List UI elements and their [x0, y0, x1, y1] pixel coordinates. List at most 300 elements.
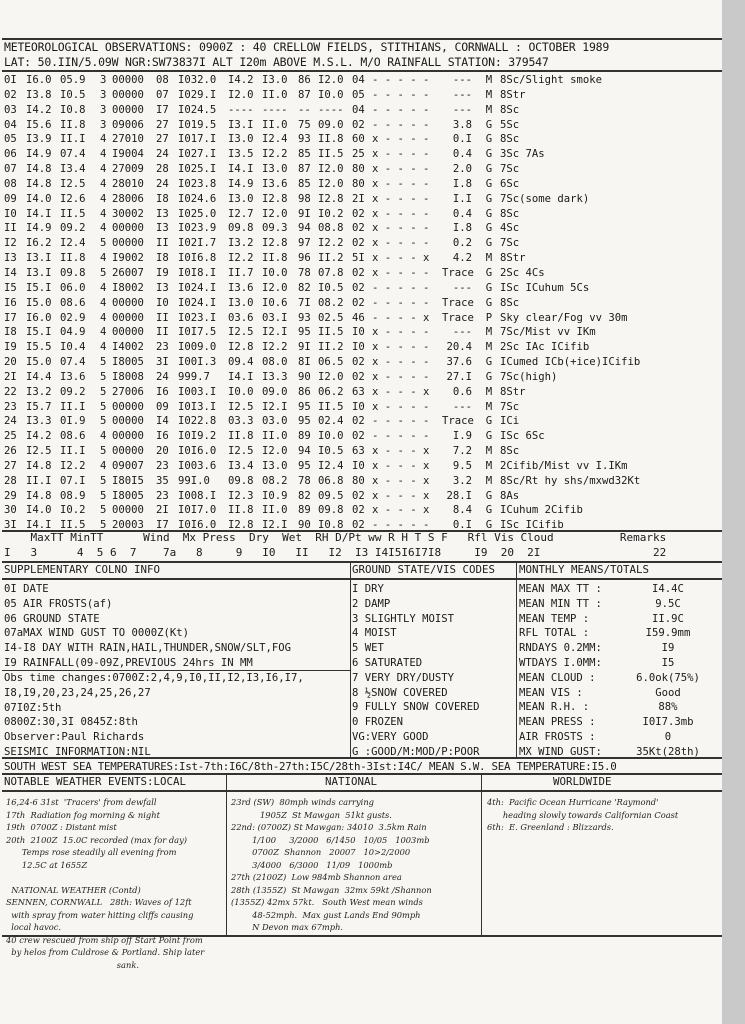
cell-wc: 4: [100, 133, 107, 146]
cell-codes: x - - - x: [372, 445, 430, 458]
cell-press: I0I6.0: [178, 519, 217, 532]
cell-max: I4.0: [26, 504, 52, 517]
obs-note-item: I8,I9,20,23,24,25,26,27: [4, 686, 151, 699]
cell-min: I2.6: [60, 192, 86, 205]
cell-min: 07.4: [60, 356, 86, 369]
ground-state-item: 0 FROZEN: [352, 716, 404, 729]
monthly-item: [519, 626, 713, 641]
cell-min: 07.4: [60, 148, 86, 161]
cell-dpt: II.5: [318, 148, 344, 161]
cell-d: 22: [4, 385, 17, 398]
cell-rfl: I.9: [452, 430, 472, 443]
cell-gust: I7: [156, 519, 169, 532]
cell-vis: G: [485, 118, 493, 131]
cell-ww: 04: [352, 103, 365, 116]
cell-ww: I0: [352, 326, 365, 339]
cell-dpt: I2.0: [318, 74, 344, 86]
cell-cloud: 2Cifib/Mist vv I.IKm: [500, 459, 628, 472]
cell-max: I4.8: [26, 459, 52, 472]
cell-dry: I3.0: [228, 296, 254, 309]
divider-2: [516, 561, 517, 757]
cell-dry: I3.2: [228, 237, 254, 250]
obs-note-item: SEISMIC INFORMATION:NIL: [4, 745, 151, 758]
cell-rh: 8I: [298, 356, 311, 369]
cell-wet: II.8: [262, 252, 288, 265]
cell-ww: 63: [352, 385, 365, 398]
cell-vis: G: [485, 415, 493, 428]
cell-rfl: 0.I: [452, 519, 472, 532]
cell-min: 09.2: [60, 385, 86, 398]
cell-press: I023.I: [178, 311, 217, 324]
cell-wind: 00000: [112, 415, 144, 428]
cell-rh: 90: [298, 519, 311, 532]
cell-min: II.I: [60, 445, 86, 458]
cell-wet: ----: [262, 103, 288, 116]
monthly-value: 0: [664, 730, 672, 743]
cell-rh: 93: [298, 133, 311, 146]
monthly-value: 35Kt(28th): [636, 745, 700, 758]
cell-min: 08.6: [60, 430, 86, 443]
cell-ww: 02: [352, 489, 365, 502]
cell-wet: 03.I: [262, 311, 288, 324]
cell-vis: G: [485, 489, 493, 502]
cell-d: I6: [4, 296, 17, 309]
cell-dpt: II.5: [318, 400, 344, 413]
cell-d: I7: [4, 311, 17, 324]
monthly-label: RNDAYS 0.2MM:: [519, 642, 602, 655]
cell-rfl: ---: [452, 326, 472, 339]
supplementary-list: [4, 582, 291, 671]
cell-cloud: 2Sc 4Cs: [500, 266, 545, 279]
cell-cloud: 5Sc: [500, 118, 520, 131]
cell-min: 05.9: [60, 74, 86, 86]
cell-rfl: 9.5: [452, 459, 472, 472]
monthly-value: Good: [655, 686, 681, 699]
cell-wc: 4: [100, 459, 107, 472]
cell-wet: II.0: [262, 504, 288, 517]
cell-codes: x - - - x: [372, 252, 430, 265]
cell-codes: - - - - -: [372, 296, 430, 309]
ground-state-item: I DRY: [352, 583, 384, 595]
table-row: [4, 340, 700, 355]
monthly-value: II.9C: [652, 612, 684, 625]
monthly-item: [519, 641, 713, 656]
column-numbers: I 3 4 5 6 7 7a 8 9 I0 II I2 I3 I4I5I6I7I8 I9 20 2I 22: [4, 546, 667, 559]
cell-cloud: 7Sc/Mist vv IKm: [500, 326, 596, 339]
cell-cloud: ISc ICuhum 5Cs: [500, 281, 590, 294]
table-row: [4, 281, 700, 296]
table-row: [4, 103, 700, 118]
cell-max: I4.9: [26, 148, 52, 161]
cell-cloud: 8Sc: [500, 133, 520, 146]
cell-rfl: 28.I: [446, 489, 472, 502]
cell-dpt: II.8: [318, 133, 344, 146]
cell-ww: 04: [352, 74, 365, 86]
cell-ww: 25: [352, 148, 365, 161]
cell-gust: 24: [156, 148, 169, 161]
cell-dry: 09.4: [228, 356, 254, 369]
cell-wet: I0.9: [262, 489, 288, 502]
table-row: [4, 503, 700, 518]
cell-dry: II.8: [228, 504, 254, 517]
cell-d: 07: [4, 163, 17, 176]
cell-ww: 02: [352, 415, 365, 428]
cell-rfl: 3.2: [452, 474, 472, 487]
cell-rh: --: [298, 103, 311, 116]
cell-gust: 23: [156, 341, 169, 354]
cell-cloud: ICuhum 2Cifib: [500, 504, 583, 517]
cell-press: I024.I: [178, 296, 217, 309]
ground-state-item: G :GOOD/M:MOD/P:POOR: [352, 745, 480, 758]
ground-state-item: 5 WET: [352, 642, 384, 655]
cell-rh: 89: [298, 430, 311, 443]
cell-wind: 09006: [112, 118, 144, 131]
cell-codes: x - - - -: [372, 148, 430, 161]
cell-min: II.5: [60, 519, 86, 532]
cell-vis: M: [485, 74, 493, 86]
cell-gust: 2I: [156, 504, 169, 517]
cell-press: 999.7: [178, 370, 210, 383]
cell-cloud: 7Sc: [500, 400, 520, 413]
cell-codes: x - - - -: [372, 177, 430, 190]
cell-cloud: 7Sc(high): [500, 370, 558, 383]
table-row: [4, 118, 700, 133]
monthly-title: MONTHLY MEANS/TOTALS: [519, 563, 650, 576]
section-title-rule: [2, 578, 722, 580]
cell-codes: x - - - -: [372, 192, 430, 205]
cell-rh: 82: [298, 489, 311, 502]
cell-codes: - - - - -: [372, 103, 430, 116]
obs-note-item: 07I0Z:5th: [4, 701, 62, 714]
table-row: [4, 355, 700, 370]
ground-state-title: GROUND STATE/VIS CODES: [352, 563, 496, 576]
local-events-notes: 16,24-6 31st 'Tracers' from dewfall 17th Radiation fog morning & night 19th 0700Z : Distant mist 20th 2100Z 15.0C recorded (max for day) Temps rose steadily all evening from 12.5C at 1655Z NATIONAL WEATHER (Contd) SENNEN, CORNWALL 28th: Waves of 12ft with spray from water hitting cliffs causing local havoc. 40 crew rescued from ship off Start Point from by helos from Culdrose & Portland. Ship later sank.: [6, 797, 205, 970]
cell-dpt: 06.5: [318, 356, 344, 369]
cell-d: 03: [4, 103, 17, 116]
monthly-value: I4.4C: [652, 583, 684, 595]
monthly-item: [519, 597, 713, 612]
table-row: [4, 236, 700, 251]
cell-codes: - - - - x: [372, 311, 430, 324]
cell-gust: 27: [156, 118, 169, 131]
cell-gust: I6: [156, 385, 169, 398]
cell-gust: 28: [156, 163, 169, 176]
cell-wet: I2.8: [262, 237, 288, 250]
cell-gust: 27: [156, 133, 169, 146]
cell-min: II.5: [60, 207, 86, 220]
cell-dpt: I2.0: [318, 163, 344, 176]
cell-rh: 96: [298, 252, 311, 265]
cell-dpt: I2.4: [318, 459, 344, 472]
supplementary-item: 0I DATE: [4, 583, 49, 595]
cell-max: I4.8: [26, 177, 52, 190]
cell-rh: 9I: [298, 341, 311, 354]
cell-wet: I2.2: [262, 148, 288, 161]
cell-dry: I4.2: [228, 74, 254, 86]
cell-d: I5: [4, 281, 17, 294]
cell-wind: 09007: [112, 459, 144, 472]
cell-codes: x - - - -: [372, 356, 430, 369]
events-title-rule: [2, 790, 722, 792]
cell-dpt: 08.8: [318, 222, 344, 235]
cell-gust: I7: [156, 103, 169, 116]
cell-cloud: 6Sc: [500, 177, 520, 190]
cell-dry: I2.5: [228, 400, 254, 413]
cell-wet: I2.0: [262, 281, 288, 294]
cell-vis: G: [485, 356, 493, 369]
cell-codes: - - - - -: [372, 88, 430, 101]
cell-rfl: 2.0: [452, 163, 472, 176]
cell-gust: 09: [156, 400, 169, 413]
cell-max: I4.4: [26, 370, 52, 383]
cell-cloud: 8Sc/Rt hy shs/mxwd32Kt: [500, 474, 641, 487]
cell-rfl: Trace: [442, 296, 474, 309]
cell-rfl: ---: [452, 281, 472, 294]
supplementary-title: SUPPLEMENTARY COLNO INFO: [4, 563, 161, 576]
cell-wet: I3.3: [262, 370, 288, 383]
monthly-label: AIR FROSTS :: [519, 730, 596, 743]
cell-max: I5.6: [26, 118, 52, 131]
table-row: [4, 311, 700, 326]
cell-wc: 5: [100, 445, 107, 458]
cell-cloud: 8Sc: [500, 296, 520, 309]
cell-min: 07.I: [60, 474, 86, 487]
cell-wet: I2.0: [262, 445, 288, 458]
cell-gust: I8: [156, 252, 169, 265]
cell-d: I3: [4, 252, 17, 265]
cell-d: 05: [4, 133, 17, 146]
monthly-label: MX WIND GUST:: [519, 745, 602, 758]
cell-wind: 00000: [112, 326, 144, 339]
cell-wet: I2.8: [262, 192, 288, 205]
cell-ww: 02: [352, 222, 365, 235]
obs-note-item: Obs time changes:0700Z:2,4,9,I0,II,I2,I3,I6,I7,: [4, 672, 304, 684]
ground-state-list: [352, 582, 480, 760]
cell-ww: 02: [352, 430, 365, 443]
cell-dpt: I0.5: [318, 281, 344, 294]
cell-min: I2.2: [60, 459, 86, 472]
cell-gust: II: [156, 311, 169, 324]
cell-vis: G: [485, 519, 493, 532]
cell-dry: ----: [228, 103, 254, 116]
cell-d: 27: [4, 459, 17, 472]
cell-wc: 5: [100, 489, 107, 502]
worldwide-events-title: WORLDWIDE: [553, 775, 612, 788]
monthly-label: MEAN PRESS :: [519, 716, 596, 729]
ground-state-item: 2 DAMP: [352, 597, 391, 610]
cell-max: I5.7: [26, 400, 52, 413]
cell-d: 24: [4, 415, 17, 428]
cell-d: 25: [4, 430, 17, 443]
cell-wc: 5: [100, 370, 107, 383]
cell-rh: 95: [298, 326, 311, 339]
cell-dry: I4.I: [228, 163, 254, 176]
cell-gust: 24: [156, 370, 169, 383]
cell-wet: I2.I: [262, 519, 288, 532]
cell-vis: M: [485, 474, 493, 487]
cell-max: I3.2: [26, 385, 52, 398]
cell-dpt: 06.2: [318, 385, 344, 398]
cell-rh: 94: [298, 222, 311, 235]
cell-wind: 00000: [112, 296, 144, 309]
cell-wind: 27009: [112, 163, 144, 176]
cell-vis: M: [485, 400, 493, 413]
cell-max: I4.I: [26, 207, 52, 220]
cell-press: I008.I: [178, 489, 217, 502]
cell-max: I5.0: [26, 356, 52, 369]
cell-max: I4.I: [26, 519, 52, 532]
cell-d: 04: [4, 118, 17, 131]
cell-rh: 86: [298, 385, 311, 398]
monthly-value: I5: [661, 656, 675, 669]
cell-cloud: ICumed ICb(+ice)ICifib: [500, 356, 641, 369]
table-row: [4, 296, 700, 311]
cell-dry: I2.5: [228, 445, 254, 458]
local-events-title: NOTABLE WEATHER EVENTS:LOCAL: [4, 775, 187, 788]
cell-vis: M: [485, 88, 493, 101]
cell-wc: 3: [100, 118, 107, 131]
cell-min: I0.5: [60, 88, 86, 101]
cell-rh: 90: [298, 370, 311, 383]
cell-rh: 97: [298, 237, 311, 250]
daily-observations-table: [4, 73, 700, 533]
cell-cloud: 8Sc/Slight smoke: [500, 74, 603, 86]
cell-codes: x - - - -: [372, 133, 430, 146]
cell-min: II.I: [60, 133, 86, 146]
cell-cloud: ISc ICifib: [500, 519, 564, 532]
cell-dpt: I0.5: [318, 445, 344, 458]
cell-min: I0.2: [60, 504, 86, 517]
cell-wet: I3.6: [262, 177, 288, 190]
cell-min: I0.4: [60, 341, 86, 354]
cell-gust: I3: [156, 207, 169, 220]
cell-press: I024.I: [178, 281, 217, 294]
monthly-item: [519, 671, 713, 686]
cell-dry: I2.5: [228, 326, 254, 339]
cell-press: I0I9.2: [178, 430, 217, 443]
cell-wc: 3: [100, 103, 107, 116]
table-row: [4, 162, 700, 177]
cell-codes: - - - - -: [372, 415, 430, 428]
cell-min: 08.6: [60, 296, 86, 309]
cell-ww: 02: [352, 356, 365, 369]
monthly-item: [519, 700, 713, 715]
monthly-item: [519, 582, 713, 597]
table-row: [4, 147, 700, 162]
monthly-item: [519, 730, 713, 745]
cell-rfl: ---: [452, 400, 472, 413]
cell-min: 0I.9: [60, 415, 86, 428]
cell-wet: I2.4: [262, 133, 288, 146]
cell-rh: 85: [298, 177, 311, 190]
table-row: [4, 385, 700, 400]
cell-max: I4.2: [26, 430, 52, 443]
cell-gust: I3: [156, 281, 169, 294]
cell-cloud: ISc 6Sc: [500, 430, 545, 443]
cell-dry: I3.4: [228, 459, 254, 472]
cell-dpt: 09.8: [318, 504, 344, 517]
table-row: [4, 192, 700, 207]
cell-min: I3.4: [60, 163, 86, 176]
ground-state-item: 9 FULLY SNOW COVERED: [352, 701, 480, 714]
cell-dry: I3.5: [228, 148, 254, 161]
table-row: [4, 73, 700, 88]
cell-ww: I0: [352, 459, 365, 472]
worldwide-events-notes: 4th: Pacific Ocean Hurricane 'Raymond' heading slowly towards Californian Coast 6th: E. Greenland : Blizzards.: [487, 797, 679, 832]
cell-wet: II.0: [262, 88, 288, 101]
cell-gust: 35: [156, 474, 169, 487]
monthly-value: I59.9mm: [645, 627, 691, 640]
cell-vis: G: [485, 266, 493, 279]
cell-codes: x - - - x: [372, 385, 430, 398]
cell-dpt: I2.8: [318, 192, 344, 205]
cell-max: I3.I: [26, 252, 52, 265]
cell-wc: 5: [100, 519, 107, 532]
sheet-title: METEOROLOGICAL OBSERVATIONS: 0900Z : 40 CRELLOW FIELDS, STITHIANS, CORNWALL : OCTOBER 1989: [4, 40, 610, 54]
monthly-means-list: [519, 582, 713, 760]
cell-cloud: 8Sc: [500, 445, 520, 458]
cell-gust: 23: [156, 459, 169, 472]
cell-rfl: 0.6: [452, 385, 472, 398]
cell-max: I5.I: [26, 281, 52, 294]
cell-min: 09.8: [60, 266, 86, 279]
cell-press: I009.0: [178, 341, 217, 354]
national-events-title: NATIONAL: [325, 775, 378, 788]
table-row: [4, 251, 700, 266]
cell-min: II.8: [60, 252, 86, 265]
monthly-value: I9: [661, 642, 675, 655]
monthly-label: MEAN VIS :: [519, 686, 583, 699]
cell-wc: 5: [100, 237, 107, 250]
cell-gust: 3I: [156, 356, 169, 369]
cell-wet: I3.0: [262, 74, 288, 86]
cell-d: 29: [4, 489, 17, 502]
cell-wind: I4002: [112, 341, 144, 354]
cell-dpt: I0.0: [318, 430, 344, 443]
column-headers: MaxTT MinTT Wind Mx Press Dry Wet RH D/Pt ww R H T S F Rfl Vis Cloud Remarks: [4, 531, 667, 544]
cell-rfl: ---: [452, 103, 472, 116]
cell-cloud: 3Sc 7As: [500, 148, 545, 161]
table-row: [4, 370, 700, 385]
cell-cloud: 7Sc: [500, 163, 520, 176]
cell-wet: I0.6: [262, 296, 288, 309]
monthly-value: 6.0ok(75%): [636, 671, 700, 684]
cell-max: I4.2: [26, 103, 52, 116]
cell-press: I023.8: [178, 177, 217, 190]
cell-ww: 02: [352, 266, 365, 279]
cell-rh: 86: [298, 74, 311, 86]
cell-gust: I0: [156, 296, 169, 309]
monthly-value: 9.5C: [655, 597, 681, 610]
cell-codes: - - - - -: [372, 281, 430, 294]
cell-press: I003.6: [178, 459, 217, 472]
cell-wind: 00000: [112, 504, 144, 517]
cell-rh: 78: [298, 266, 311, 279]
cell-rfl: ---: [452, 88, 472, 101]
cell-wet: I2.2: [262, 341, 288, 354]
cell-dpt: 07.8: [318, 266, 344, 279]
cell-cloud: 2Sc IAc ICifib: [500, 341, 590, 354]
cell-cloud: 8Str: [500, 88, 526, 101]
cell-dry: I2.8: [228, 341, 254, 354]
cell-wind: 00000: [112, 311, 144, 324]
cell-dry: I0.0: [228, 385, 254, 398]
table-row: [4, 459, 700, 474]
cell-dpt: ----: [318, 103, 344, 116]
cell-wc: 3: [100, 88, 107, 101]
cell-cloud: 8Str: [500, 252, 526, 265]
cell-ww: 46: [352, 311, 365, 324]
